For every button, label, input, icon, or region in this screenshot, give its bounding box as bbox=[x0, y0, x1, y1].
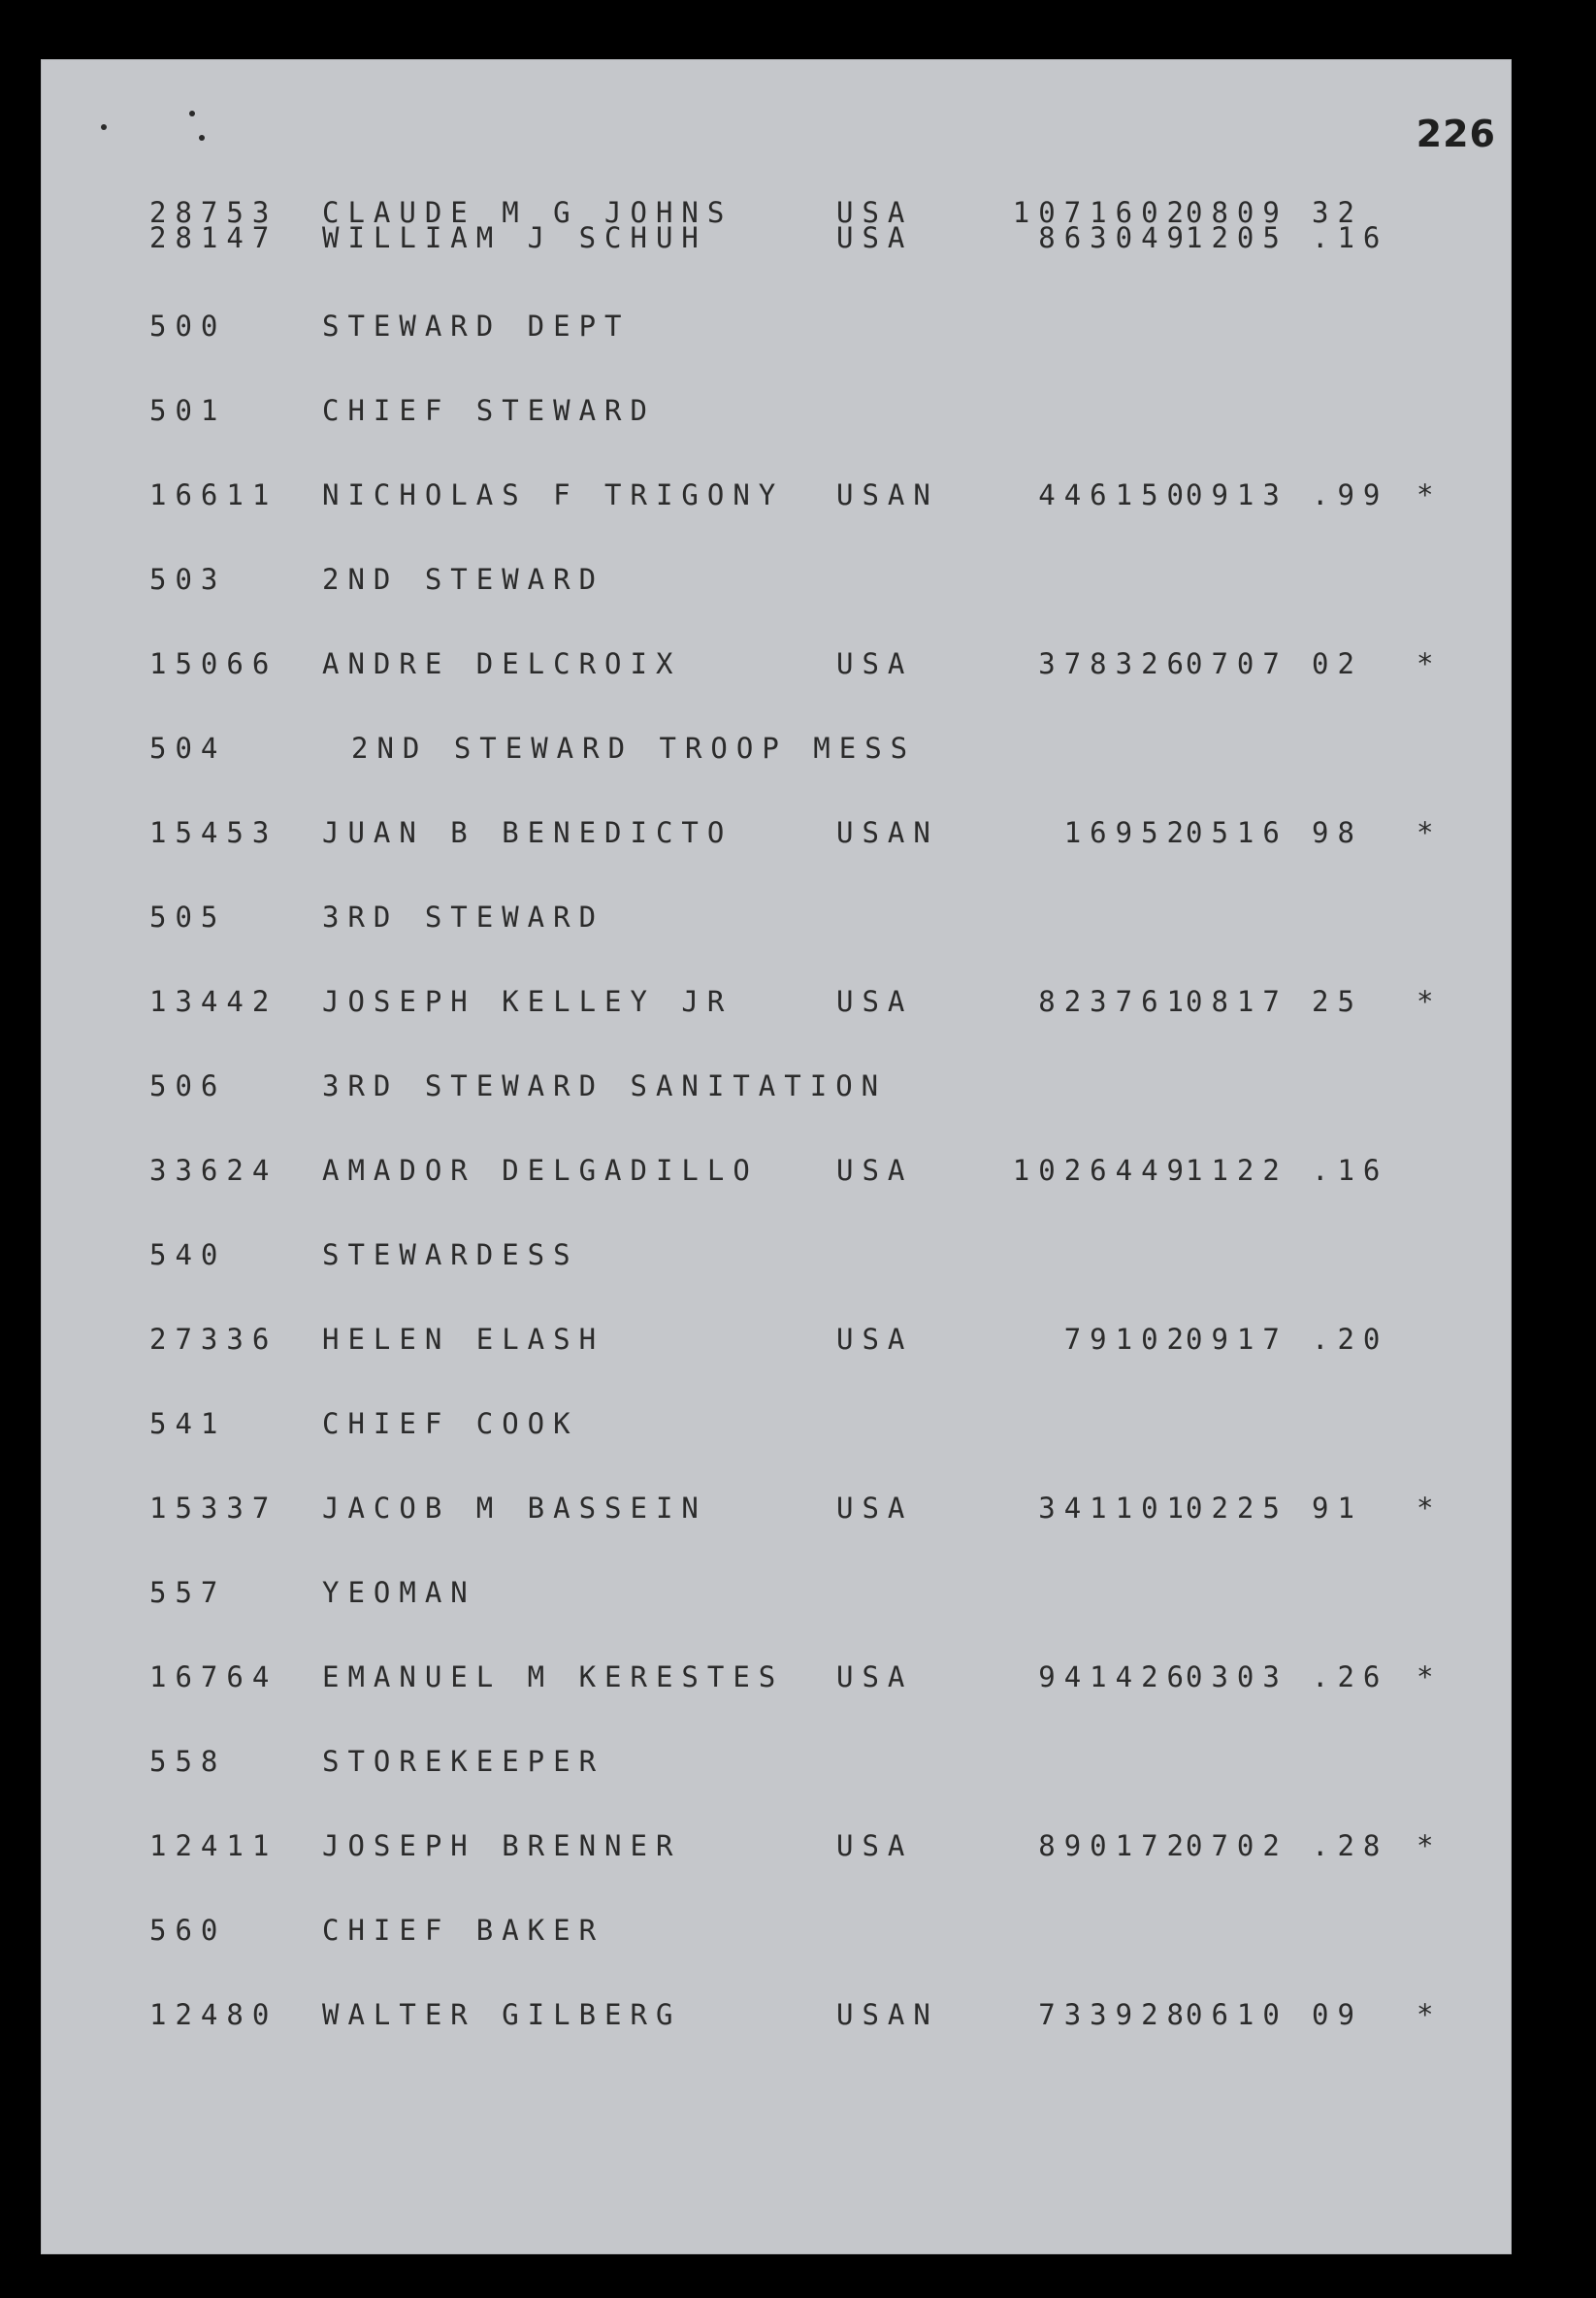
punch-mark bbox=[189, 111, 195, 116]
crew-entry-row bbox=[41, 1492, 1512, 1530]
record-value: .26 bbox=[1312, 1660, 1389, 1693]
record-code: 506 bbox=[149, 1069, 227, 1102]
record-name: CLAUDE M G JOHNS bbox=[322, 196, 733, 229]
document-page bbox=[41, 59, 1512, 2254]
record-date: 0702 bbox=[1186, 1829, 1288, 1862]
record-nationality: USA bbox=[836, 1829, 914, 1862]
record-name: CHIEF COOK bbox=[322, 1407, 579, 1440]
record-code: 15066 bbox=[149, 647, 278, 680]
record-name: WALTER GILBERG bbox=[322, 1998, 682, 2031]
record-code: 541 bbox=[149, 1407, 227, 1440]
record-code: 15337 bbox=[149, 1492, 278, 1525]
record-code: 12480 bbox=[149, 1998, 278, 2031]
record-name: 2ND STEWARD TROOP MESS bbox=[351, 732, 917, 765]
record-nationality: USA bbox=[836, 647, 914, 680]
record-date: 0225 bbox=[1186, 1492, 1288, 1525]
record-number: 823761 bbox=[1038, 985, 1192, 1018]
record-name: EMANUEL M KERESTES bbox=[322, 1660, 785, 1693]
record-mark: * bbox=[1417, 985, 1443, 1018]
record-date: 0610 bbox=[1186, 1998, 1288, 2031]
record-name: WILLIAM J SCHUH bbox=[322, 221, 707, 254]
record-date: 1122 bbox=[1186, 1154, 1288, 1187]
record-name: STEWARD DEPT bbox=[322, 310, 631, 343]
record-mark: * bbox=[1417, 478, 1443, 511]
record-nationality: USA bbox=[836, 985, 914, 1018]
record-date: 0817 bbox=[1186, 985, 1288, 1018]
record-code: 28753 bbox=[149, 196, 278, 229]
record-number: 863049 bbox=[1038, 221, 1192, 254]
record-value: 25 bbox=[1312, 985, 1363, 1018]
record-number: 378326 bbox=[1038, 647, 1192, 680]
punch-mark bbox=[199, 135, 205, 141]
record-nationality: USA bbox=[836, 221, 914, 254]
page-number: 226 bbox=[1416, 113, 1496, 155]
record-name: AMADOR DELGADILLO bbox=[322, 1154, 759, 1187]
record-mark: * bbox=[1417, 1998, 1443, 2031]
record-nationality: USA bbox=[836, 1492, 914, 1525]
record-name: 3RD STEWARD bbox=[322, 901, 605, 934]
crew-entry-row bbox=[41, 478, 1512, 517]
record-nationality: USAN bbox=[836, 1998, 939, 2031]
position-heading-row bbox=[41, 394, 1512, 433]
record-name: STEWARDESS bbox=[322, 1238, 579, 1271]
record-value: .99 bbox=[1312, 478, 1389, 511]
record-mark: * bbox=[1417, 816, 1443, 849]
position-heading-row bbox=[41, 732, 1512, 771]
record-date: 0303 bbox=[1186, 1660, 1288, 1693]
record-name: YEOMAN bbox=[322, 1576, 476, 1609]
crew-entry-row bbox=[41, 985, 1512, 1024]
position-heading-row bbox=[41, 1407, 1512, 1446]
record-code: 503 bbox=[149, 563, 227, 596]
crew-entry-row bbox=[41, 647, 1512, 686]
record-nationality: USA bbox=[836, 1323, 914, 1356]
record-code: 28147 bbox=[149, 221, 278, 254]
record-code: 13442 bbox=[149, 985, 278, 1018]
record-value: 02 bbox=[1312, 647, 1363, 680]
position-heading-row bbox=[41, 901, 1512, 939]
crew-entry-row bbox=[41, 1829, 1512, 1868]
record-date: 0516 bbox=[1186, 816, 1288, 849]
record-name: JUAN B BENEDICTO bbox=[322, 816, 733, 849]
record-code: 540 bbox=[149, 1238, 227, 1271]
record-number: 341101 bbox=[1038, 1492, 1192, 1525]
record-name: JACOB M BASSEIN bbox=[322, 1492, 707, 1525]
record-date: 0707 bbox=[1186, 647, 1288, 680]
record-number: 1071602 bbox=[1012, 196, 1192, 229]
record-name: NICHOLAS F TRIGONY bbox=[322, 478, 785, 511]
record-value: 91 bbox=[1312, 1492, 1363, 1525]
record-name: CHIEF BAKER bbox=[322, 1914, 605, 1947]
position-heading-row bbox=[41, 1576, 1512, 1615]
record-value: .20 bbox=[1312, 1323, 1389, 1356]
record-number: 446150 bbox=[1038, 478, 1192, 511]
record-name: JOSEPH BRENNER bbox=[322, 1829, 682, 1862]
crew-entry-row bbox=[41, 1154, 1512, 1193]
crew-entry-row bbox=[41, 816, 1512, 855]
record-number: 941426 bbox=[1038, 1660, 1192, 1693]
record-name: 2ND STEWARD bbox=[322, 563, 605, 596]
record-code: 27336 bbox=[149, 1323, 278, 1356]
record-mark: * bbox=[1417, 1660, 1443, 1693]
record-value: .16 bbox=[1312, 221, 1389, 254]
record-date: 0809 bbox=[1186, 196, 1288, 229]
record-number: 16952 bbox=[1063, 816, 1192, 849]
record-code: 16764 bbox=[149, 1660, 278, 1693]
record-code: 558 bbox=[149, 1745, 227, 1778]
position-heading-row bbox=[41, 1914, 1512, 1953]
record-name: HELEN ELASH bbox=[322, 1323, 605, 1356]
record-nationality: USA bbox=[836, 1660, 914, 1693]
record-date: 0913 bbox=[1186, 478, 1288, 511]
record-value: 98 bbox=[1312, 816, 1363, 849]
position-heading-row bbox=[41, 1745, 1512, 1784]
position-heading-row bbox=[41, 1069, 1512, 1108]
punch-mark bbox=[101, 124, 107, 130]
position-heading-row bbox=[41, 1238, 1512, 1277]
record-code: 557 bbox=[149, 1576, 227, 1609]
record-code: 16611 bbox=[149, 478, 278, 511]
position-heading-row bbox=[41, 310, 1512, 348]
record-value: 32 bbox=[1312, 196, 1363, 229]
record-code: 501 bbox=[149, 394, 227, 427]
crew-entry-row bbox=[41, 1660, 1512, 1699]
record-number: 733928 bbox=[1038, 1998, 1192, 2031]
record-date: 1205 bbox=[1186, 221, 1288, 254]
record-code: 500 bbox=[149, 310, 227, 343]
record-number: 1026449 bbox=[1012, 1154, 1192, 1187]
record-mark: * bbox=[1417, 1829, 1443, 1862]
crew-entry-row bbox=[41, 221, 1512, 260]
record-code: 504 bbox=[149, 732, 227, 765]
position-heading-row bbox=[41, 563, 1512, 602]
record-value: .28 bbox=[1312, 1829, 1389, 1862]
record-code: 560 bbox=[149, 1914, 227, 1947]
record-date: 0917 bbox=[1186, 1323, 1288, 1356]
record-nationality: USAN bbox=[836, 478, 939, 511]
record-nationality: USA bbox=[836, 196, 914, 229]
record-number: 79102 bbox=[1063, 1323, 1192, 1356]
crew-entry-row bbox=[41, 1998, 1512, 2037]
crew-entry-row bbox=[41, 1323, 1512, 1362]
record-name: JOSEPH KELLEY JR bbox=[322, 985, 733, 1018]
record-name: 3RD STEWARD SANITATION bbox=[322, 1069, 888, 1102]
record-value: 09 bbox=[1312, 1998, 1363, 2031]
record-name: STOREKEEPER bbox=[322, 1745, 605, 1778]
record-mark: * bbox=[1417, 647, 1443, 680]
record-name: ANDRE DELCROIX bbox=[322, 647, 682, 680]
record-code: 33624 bbox=[149, 1154, 278, 1187]
record-code: 12411 bbox=[149, 1829, 278, 1862]
record-nationality: USAN bbox=[836, 816, 939, 849]
record-nationality: USA bbox=[836, 1154, 914, 1187]
record-name: CHIEF STEWARD bbox=[322, 394, 656, 427]
record-code: 15453 bbox=[149, 816, 278, 849]
record-value: .16 bbox=[1312, 1154, 1389, 1187]
record-number: 890172 bbox=[1038, 1829, 1192, 1862]
record-code: 505 bbox=[149, 901, 227, 934]
record-mark: * bbox=[1417, 1492, 1443, 1525]
